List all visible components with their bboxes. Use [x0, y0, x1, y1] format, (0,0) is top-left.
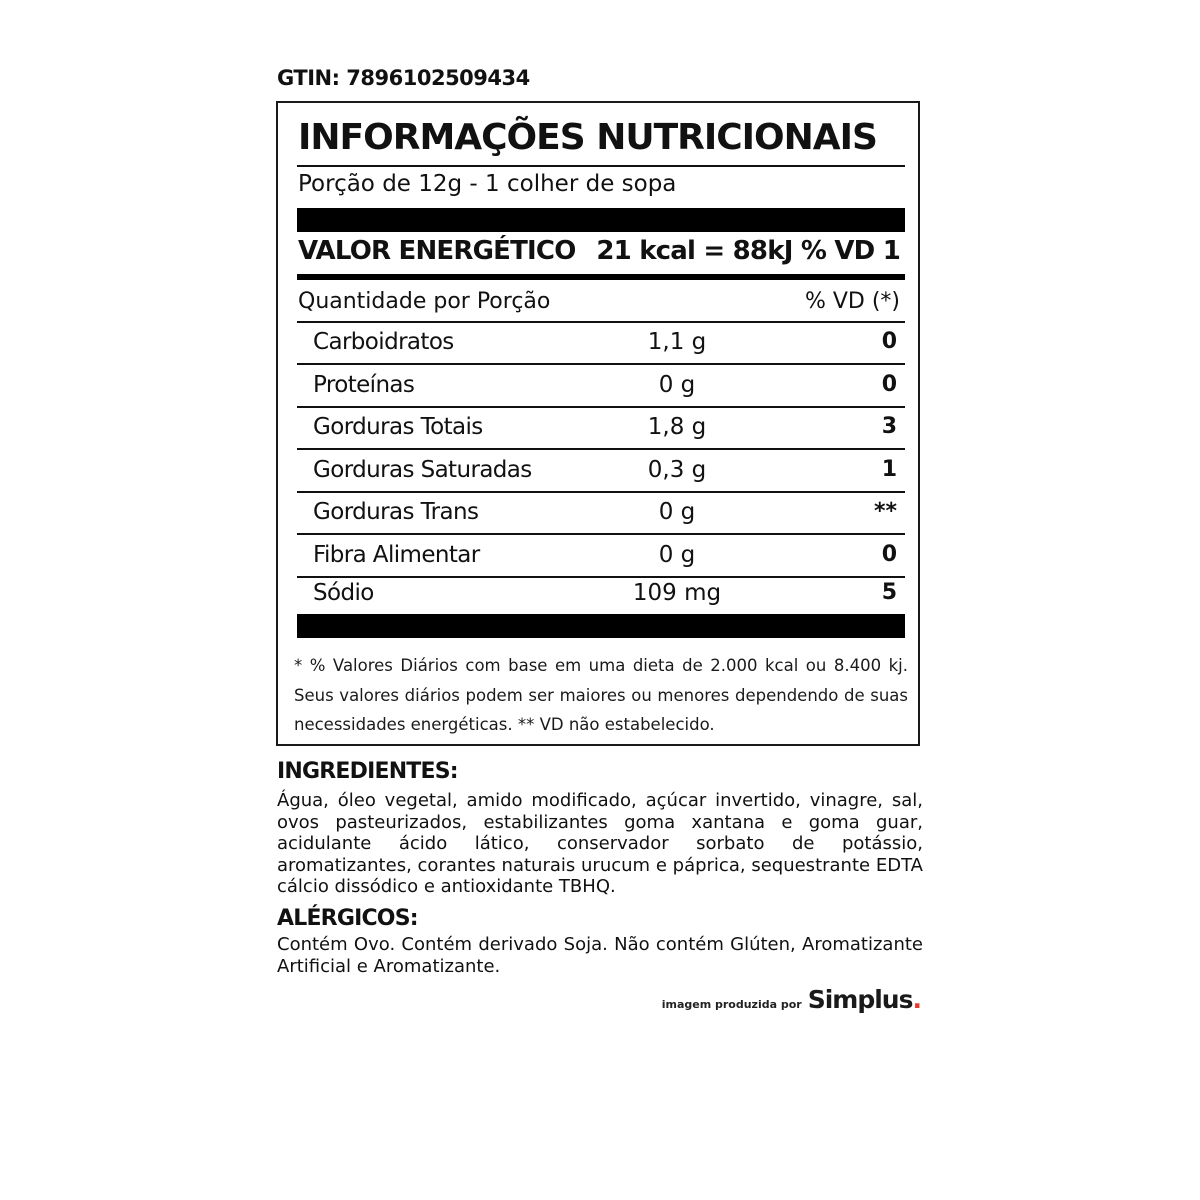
brand-name: Simplus	[807, 985, 913, 1014]
quantity-header: Quantidade por Porção	[298, 289, 551, 314]
top-black-bar	[297, 208, 905, 232]
allergens-title: ALÉRGICOS:	[277, 906, 418, 931]
nutrient-row-sodio	[297, 578, 905, 614]
nutrition-facts-panel	[276, 101, 920, 746]
nutrient-daily-value: 1	[881, 457, 897, 482]
daily-value-header: % VD (*)	[804, 289, 900, 314]
nutrient-amount: 109 mg	[632, 580, 722, 606]
energy-value: 21 kcal = 88kJ % VD 1	[596, 236, 900, 266]
nutrient-amount: 0,3 g	[647, 457, 707, 483]
nutrient-amount: 1,1 g	[647, 329, 707, 355]
nutrient-row-gorduras-trans	[297, 493, 905, 535]
nutrient-name: Gorduras Trans	[313, 499, 479, 525]
nutrient-name: Gorduras Saturadas	[313, 457, 532, 483]
simplus-logo	[808, 985, 922, 1014]
energy-divider	[297, 274, 905, 280]
credit-text: imagem produzida por	[661, 998, 802, 1011]
nutrient-name: Fibra Alimentar	[313, 542, 480, 568]
panel-title: INFORMAÇÕES NUTRICIONAIS	[298, 117, 877, 158]
nutrient-daily-value: 3	[881, 414, 897, 439]
allergens-text: Contém Ovo. Contém derivado Soja. Não contém Glúten, Aromatizante Artificial e Aromatizante.	[277, 934, 923, 977]
nutrient-row-proteinas	[297, 366, 905, 408]
row-divider	[297, 363, 905, 365]
nutrient-row-gorduras-saturadas	[297, 451, 905, 493]
nutrient-name: Sódio	[313, 580, 374, 606]
brand-dot: .	[912, 985, 922, 1014]
nutrient-row-carboidratos	[297, 323, 905, 365]
row-divider	[297, 448, 905, 450]
nutrient-name: Proteínas	[313, 372, 415, 398]
row-divider	[297, 533, 905, 535]
title-divider	[297, 165, 905, 167]
nutrient-daily-value: 0	[881, 372, 897, 397]
nutrient-amount: 1,8 g	[647, 414, 707, 440]
footnote: * % Valores Diários com base em uma dieta de 2.000 kcal ou 8.400 kj. Seus valores diários podem ser maiores ou menores dependendo de suas necessidades energéticas. ** VD não estabelecido.	[294, 656, 908, 734]
nutrient-daily-value: 5	[881, 580, 897, 605]
portion-size: Porção de 12g - 1 colher de sopa	[298, 171, 677, 197]
nutrient-amount: 0 g	[658, 542, 696, 568]
bottom-black-bar	[297, 614, 905, 638]
nutrient-name: Carboidratos	[313, 329, 454, 355]
nutrient-row-gorduras-totais	[297, 408, 905, 450]
ingredients-title: INGREDIENTES:	[277, 759, 458, 784]
nutrient-daily-value: 0	[881, 542, 897, 567]
ingredients-text: Água, óleo vegetal, amido modificado, açúcar invertido, vinagre, sal, ovos pasteurizados, estabilizantes goma xantana e goma guar, acidulante ácido lático, conservador sorbato de potássio, aromatizantes, corantes naturais urucum e páprica, sequestrante EDTA cálcio dissódico e antioxidante TBHQ.	[277, 790, 923, 897]
nutrient-row-fibra-alimentar	[297, 536, 905, 578]
energy-label: VALOR ENERGÉTICO	[298, 236, 576, 266]
nutrient-daily-value: 0	[881, 329, 897, 354]
nutrient-name: Gorduras Totais	[313, 414, 483, 440]
nutrient-amount: 0 g	[658, 499, 696, 525]
nutrient-daily-value: **	[873, 499, 897, 524]
gtin-code: GTIN: 7896102509434	[277, 66, 530, 90]
image-credit	[662, 985, 922, 1014]
nutrient-amount: 0 g	[658, 372, 696, 398]
